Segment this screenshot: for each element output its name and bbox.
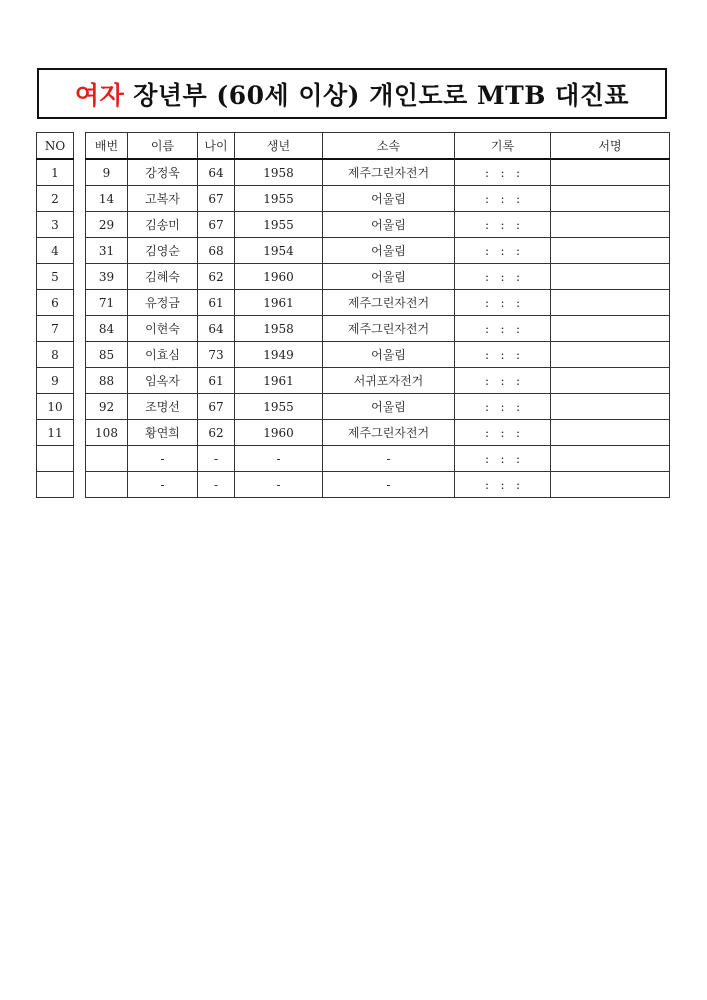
no-cell: 11	[37, 420, 74, 446]
header-record: 기록	[455, 133, 551, 160]
cell-team: 제주그린자전거	[323, 290, 455, 316]
cell-age: 68	[198, 238, 235, 264]
cell-age: -	[198, 446, 235, 472]
no-cell: 3	[37, 212, 74, 238]
no-cell	[37, 472, 74, 498]
cell-signature[interactable]	[551, 316, 670, 342]
no-row	[37, 186, 74, 212]
cell-name: 김혜숙	[128, 264, 198, 290]
table-row	[86, 368, 670, 394]
no-row	[37, 264, 74, 290]
cell-team: 제주그린자전거	[323, 316, 455, 342]
cell-birth-year: 1955	[235, 186, 323, 212]
cell-name: -	[128, 472, 198, 498]
no-cell: 7	[37, 316, 74, 342]
cell-record[interactable]: : : :	[455, 446, 551, 472]
cell-age: 61	[198, 290, 235, 316]
cell-record[interactable]: : : :	[455, 342, 551, 368]
cell-age: 67	[198, 186, 235, 212]
cell-bib	[86, 446, 128, 472]
title-text: 장년부 (60세 이상) 개인도로 MTB 대진표	[133, 80, 630, 110]
cell-age: 62	[198, 264, 235, 290]
cell-signature[interactable]	[551, 472, 670, 498]
cell-birth-year: -	[235, 446, 323, 472]
number-column-table	[36, 132, 74, 498]
cell-record[interactable]: : : :	[455, 238, 551, 264]
cell-signature[interactable]	[551, 342, 670, 368]
cell-name: 김송미	[128, 212, 198, 238]
no-row	[37, 472, 74, 498]
cell-team: -	[323, 446, 455, 472]
cell-record[interactable]: : : :	[455, 290, 551, 316]
table-row	[86, 159, 670, 186]
header-birth-year: 생년	[235, 133, 323, 160]
cell-name: 이효심	[128, 342, 198, 368]
cell-bib: 92	[86, 394, 128, 420]
cell-record[interactable]: : : :	[455, 394, 551, 420]
no-cell: 1	[37, 159, 74, 186]
cell-bib: 88	[86, 368, 128, 394]
no-header: NO	[37, 133, 74, 160]
cell-bib: 39	[86, 264, 128, 290]
cell-birth-year: 1960	[235, 264, 323, 290]
cell-signature[interactable]	[551, 394, 670, 420]
cell-signature[interactable]	[551, 264, 670, 290]
no-cell: 10	[37, 394, 74, 420]
table-row	[86, 238, 670, 264]
header-bib: 배번	[86, 133, 128, 160]
cell-bib: 29	[86, 212, 128, 238]
no-row	[37, 290, 74, 316]
cell-birth-year: 1955	[235, 394, 323, 420]
cell-bib: 108	[86, 420, 128, 446]
cell-team: 서귀포자전거	[323, 368, 455, 394]
no-row	[37, 212, 74, 238]
header-name: 이름	[128, 133, 198, 160]
cell-signature[interactable]	[551, 212, 670, 238]
cell-age: 64	[198, 159, 235, 186]
cell-name: 강정욱	[128, 159, 198, 186]
cell-name: 김영순	[128, 238, 198, 264]
cell-age: 62	[198, 420, 235, 446]
cell-birth-year: 1961	[235, 290, 323, 316]
cell-age: 64	[198, 316, 235, 342]
cell-signature[interactable]	[551, 238, 670, 264]
cell-bib: 84	[86, 316, 128, 342]
no-cell: 5	[37, 264, 74, 290]
cell-name: 황연희	[128, 420, 198, 446]
no-cell: 8	[37, 342, 74, 368]
no-row	[37, 446, 74, 472]
no-cell: 9	[37, 368, 74, 394]
cell-birth-year: 1955	[235, 212, 323, 238]
cell-bib	[86, 472, 128, 498]
cell-team: -	[323, 472, 455, 498]
no-row	[37, 420, 74, 446]
cell-record[interactable]: : : :	[455, 316, 551, 342]
cell-team: 어울림	[323, 264, 455, 290]
table-row	[86, 342, 670, 368]
table-row	[86, 290, 670, 316]
cell-record[interactable]: : : :	[455, 264, 551, 290]
cell-signature[interactable]	[551, 368, 670, 394]
no-cell	[37, 446, 74, 472]
cell-bib: 31	[86, 238, 128, 264]
cell-birth-year: 1958	[235, 159, 323, 186]
cell-team: 어울림	[323, 394, 455, 420]
cell-signature[interactable]	[551, 420, 670, 446]
no-cell: 6	[37, 290, 74, 316]
cell-record[interactable]: : : :	[455, 186, 551, 212]
no-row	[37, 159, 74, 186]
table-row	[86, 264, 670, 290]
cell-signature[interactable]	[551, 446, 670, 472]
cell-birth-year: -	[235, 472, 323, 498]
title-highlight: 여자	[74, 80, 125, 110]
no-row	[37, 394, 74, 420]
cell-age: 67	[198, 212, 235, 238]
cell-bib: 14	[86, 186, 128, 212]
cell-name: 고복자	[128, 186, 198, 212]
table-row	[86, 186, 670, 212]
cell-signature[interactable]	[551, 290, 670, 316]
table-row	[86, 212, 670, 238]
no-row	[37, 368, 74, 394]
cell-team: 어울림	[323, 238, 455, 264]
cell-record[interactable]: : : :	[455, 420, 551, 446]
table-row	[86, 316, 670, 342]
cell-bib: 71	[86, 290, 128, 316]
table-row	[86, 446, 670, 472]
cell-birth-year: 1958	[235, 316, 323, 342]
cell-record[interactable]: : : :	[455, 159, 551, 186]
cell-name: 유정금	[128, 290, 198, 316]
cell-record[interactable]: : : :	[455, 472, 551, 498]
no-cell: 2	[37, 186, 74, 212]
cell-age: 61	[198, 368, 235, 394]
header-signature: 서명	[551, 133, 670, 160]
no-cell: 4	[37, 238, 74, 264]
cell-age: 73	[198, 342, 235, 368]
cell-bib: 9	[86, 159, 128, 186]
no-row	[37, 342, 74, 368]
cell-signature[interactable]	[551, 186, 670, 212]
cell-birth-year: 1949	[235, 342, 323, 368]
page-title	[37, 68, 667, 119]
bracket-table	[85, 132, 670, 498]
cell-team: 어울림	[323, 342, 455, 368]
table-row	[86, 394, 670, 420]
cell-birth-year: 1960	[235, 420, 323, 446]
table-row	[86, 420, 670, 446]
no-row	[37, 238, 74, 264]
cell-team: 제주그린자전거	[323, 420, 455, 446]
cell-signature[interactable]	[551, 159, 670, 186]
cell-record[interactable]: : : :	[455, 368, 551, 394]
cell-age: -	[198, 472, 235, 498]
cell-team: 제주그린자전거	[323, 159, 455, 186]
cell-birth-year: 1961	[235, 368, 323, 394]
cell-birth-year: 1954	[235, 238, 323, 264]
cell-name: 임옥자	[128, 368, 198, 394]
cell-name: 이현숙	[128, 316, 198, 342]
cell-name: -	[128, 446, 198, 472]
header-team: 소속	[323, 133, 455, 160]
cell-team: 어울림	[323, 186, 455, 212]
table-row	[86, 472, 670, 498]
cell-team: 어울림	[323, 212, 455, 238]
cell-age: 67	[198, 394, 235, 420]
cell-bib: 85	[86, 342, 128, 368]
cell-name: 조명선	[128, 394, 198, 420]
cell-record[interactable]: : : :	[455, 212, 551, 238]
no-row	[37, 316, 74, 342]
header-age: 나이	[198, 133, 235, 160]
